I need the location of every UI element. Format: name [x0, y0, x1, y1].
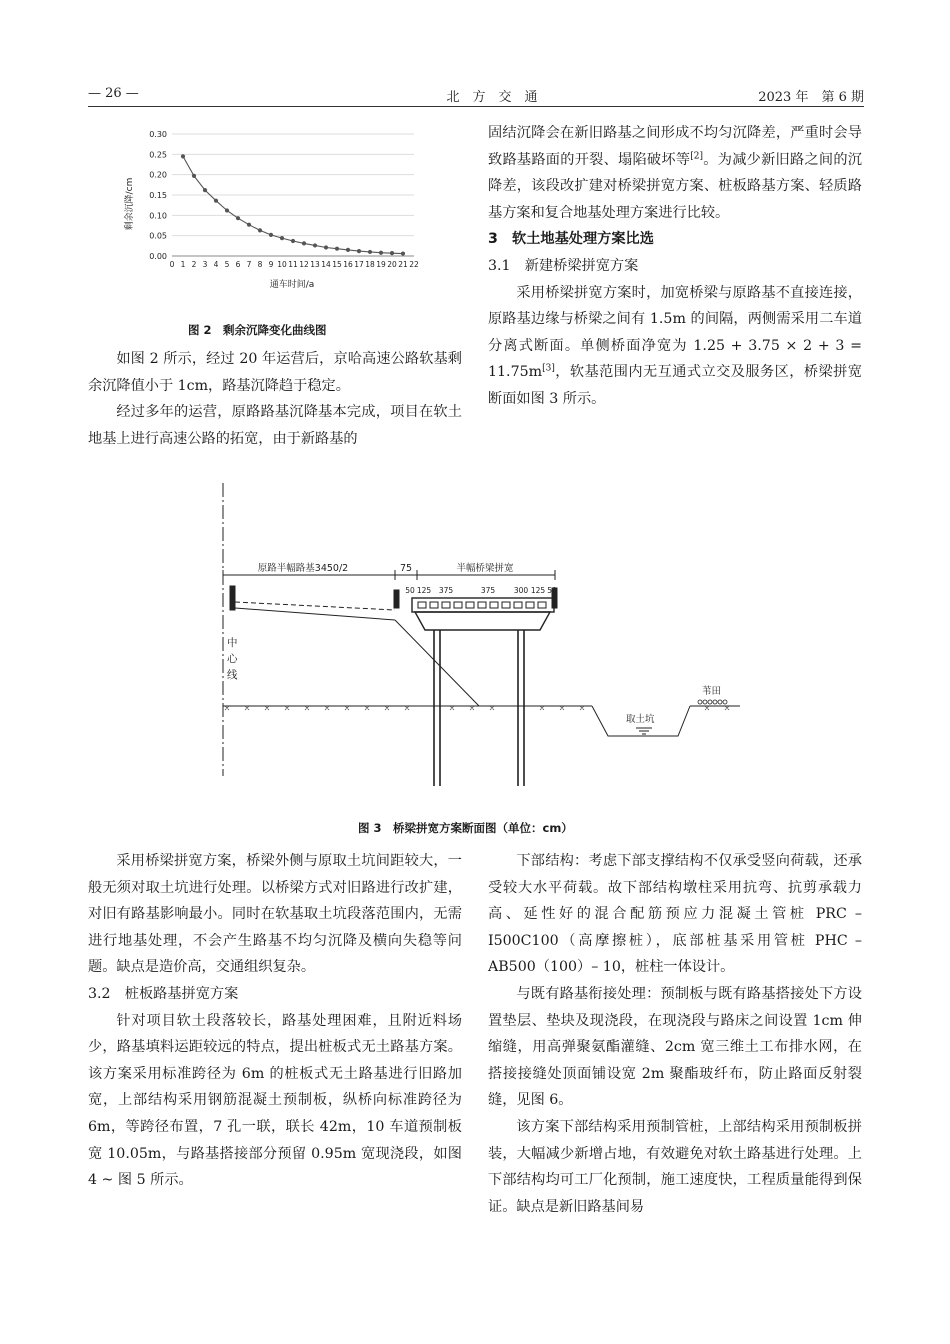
- data-point: [280, 236, 284, 240]
- old-guardrail: [230, 586, 235, 610]
- data-point: [225, 208, 229, 212]
- data-point: [214, 199, 218, 203]
- chart-x-label: 通车时间/a: [269, 280, 315, 290]
- dim-label: 50: [547, 586, 557, 595]
- data-point: [357, 249, 361, 253]
- data-point: [203, 188, 207, 192]
- x-tick-label: 11: [288, 260, 298, 269]
- x-tick-label: 5: [224, 260, 230, 269]
- x-tick-label: 12: [299, 260, 309, 269]
- data-point: [236, 216, 240, 220]
- subsection-heading: 3.2 桩板路基拼宽方案: [88, 985, 239, 1002]
- y-tick-label: 0.30: [149, 130, 167, 139]
- label-reed-field: 苇田: [702, 686, 722, 697]
- x-tick-label: 10: [277, 260, 287, 269]
- citation: [2]: [690, 150, 704, 161]
- paragraph: 该方案下部结构采用预制管桩，上部结构采用预制板拼装，大幅减少新增占地，有效避免对软土路基进行处理。上下部结构均可工厂化预制，施工速度快，工程质量能得到保证。缺点是新旧路基间易: [488, 1118, 862, 1215]
- x-tick-label: 0: [169, 260, 175, 269]
- y-tick-label: 0.20: [149, 170, 167, 180]
- dim-label: 125: [416, 586, 432, 595]
- x-tick-label: 9: [268, 260, 274, 269]
- old-embankment-slope: [395, 620, 479, 706]
- x-tick-label: 22: [409, 260, 419, 269]
- paragraph: 经过多年的运营，原路路基沉降基本完成，项目在软土地基上进行高速公路的拓宽，由于新路基的: [88, 404, 462, 447]
- x-tick-label: 21: [398, 260, 408, 269]
- data-point: [269, 233, 273, 237]
- chart-x-ticks: [170, 260, 419, 269]
- subsection-heading: 3.1 新建桥梁拼宽方案: [488, 257, 639, 274]
- y-tick-label: 0.00: [149, 252, 167, 261]
- dim-label: 50: [405, 586, 415, 595]
- right-column-bottom: [488, 848, 862, 1220]
- label-old-road: 原路半幅路基3450/2: [257, 563, 349, 574]
- bridge-deck: [412, 598, 554, 612]
- data-point: [324, 245, 328, 249]
- cap-beam: [415, 612, 550, 630]
- data-point: [379, 251, 383, 255]
- fig2-caption: 图 2 剩余沉降变化曲线图: [188, 323, 327, 337]
- x-tick-label: 18: [365, 260, 375, 269]
- fig3-caption: 图 3 桥梁拼宽方案断面图（单位：cm）: [358, 821, 573, 835]
- x-tick-label: 20: [387, 260, 397, 269]
- citation: [3]: [542, 363, 555, 374]
- data-point: [368, 250, 372, 254]
- x-tick-label: 14: [321, 260, 331, 269]
- y-tick-label: 0.15: [149, 191, 167, 200]
- deck-voids: [418, 602, 546, 608]
- issue-label: 2023 年 第 6 期: [758, 90, 864, 105]
- journal-name: 北 方 交 通: [446, 90, 538, 105]
- reed-field-symbol: [698, 700, 727, 704]
- x-tick-label: 19: [376, 260, 386, 269]
- left-column-top: [88, 346, 462, 452]
- x-tick-label: 17: [354, 260, 364, 269]
- old-embankment-top: [235, 608, 395, 620]
- dim-label: 300: [513, 586, 529, 595]
- data-point: [181, 154, 185, 158]
- x-tick-label: 4: [213, 260, 219, 269]
- x-tick-label: 2: [191, 260, 197, 269]
- label-char: 线: [227, 669, 238, 681]
- ground-hatching: [225, 706, 729, 710]
- data-point: [192, 174, 196, 178]
- data-point: [313, 243, 317, 247]
- dim-label: 375: [480, 586, 496, 595]
- y-tick-label: 0.10: [149, 211, 167, 221]
- x-tick-label: 15: [332, 260, 342, 269]
- x-tick-label: 1: [180, 260, 186, 269]
- new-guardrail-inner: [394, 590, 399, 608]
- data-point: [291, 239, 295, 243]
- settlement-chart: [112, 124, 432, 299]
- data-point: [390, 251, 394, 255]
- dim-label: 375: [438, 586, 454, 595]
- chart-y-ticks: [149, 130, 167, 261]
- chart-y-label: 剩余沉降/cm: [125, 177, 135, 231]
- data-point: [401, 251, 405, 255]
- y-tick-label: 0.25: [149, 150, 167, 160]
- x-tick-label: 8: [257, 260, 263, 269]
- paragraph: 采用桥梁拼宽方案，桥梁外侧与原取土坑间距较大，一般无须对取土坑进行处理。以桥梁方式对旧路进行改扩建，对旧有路基影响最小。同时在软基取土坑段落范围内，无需进行地基处理，不会产生路基不均匀沉降及横向失稳等问题。缺点是造价高，交通组织复杂。: [88, 853, 462, 976]
- section-heading: 3 软土地基处理方案比选: [488, 231, 654, 248]
- paragraph: 针对项目软土段落较长，路基处理困难，且附近料场少，路基填料运距较远的特点，提出桩板式无土路基方案。该方案采用标准跨径为 6m 的桩板式无土路基进行旧路加宽，上部结构采用钢筋混凝土预制板，纵桥向标准跨径为 6m，等跨径布置，7 孔一联，联长 42m，10 车道预制板宽 10.05m，与路基搭接部分预留 0.95m 宽现浇段，如图 4 ~ 图 5 所示。: [88, 1012, 462, 1189]
- label-gap: 75: [399, 563, 413, 574]
- old-road-surface: [235, 602, 395, 610]
- data-point: [247, 223, 251, 227]
- label-borrow-pit: 取土坑: [626, 714, 655, 725]
- y-tick-label: 0.05: [149, 231, 167, 241]
- data-point: [302, 241, 306, 245]
- x-tick-label: 7: [246, 260, 252, 269]
- paragraph: 与既有路基衔接处理：预制板与既有路基搭接处下方设置垫层、垫块及现浇段，在现浇段与路床之间设置 1cm 伸缩缝，用高弹聚氨酯灌缝、2cm 宽三维土工布排水网，在搭接接缝处顶面铺设宽 2m 聚酯玻纤布，防止路面反射裂缝，见图 6。: [488, 985, 862, 1109]
- paragraph: 如图 2 所示，经过 20 年运营后，京哈高速公路软基剩余沉降值小于 1cm，路基沉降趋于稳定。: [88, 351, 462, 394]
- dim-label: 125: [530, 586, 546, 595]
- deck-dimensions: [405, 586, 557, 595]
- x-tick-label: 13: [310, 260, 320, 269]
- x-tick-label: 16: [343, 260, 353, 269]
- data-point: [335, 247, 339, 251]
- data-point: [346, 248, 350, 252]
- right-column-top: [488, 120, 862, 413]
- label-new-bridge: 半幅桥梁拼宽: [456, 563, 514, 574]
- chart-series: [181, 154, 405, 255]
- paragraph: 固结沉降会在新旧路基之间形成不均匀沉降差，严重时会导致路基路面的开裂、塌陷破坏等[2]。为减少新旧路之间的沉降差，该段改扩建对桥梁拼宽方案、桩板路基方案、轻质路基方案和复合地基处理方案进行比较。: [488, 125, 862, 221]
- centerline-label: [227, 636, 238, 681]
- label-char: 心: [227, 653, 238, 665]
- paragraph: 采用桥梁拼宽方案时，加宽桥梁与原路基不直接连接，原路基边缘与桥梁之间有 1.5m 的间隔，两侧需采用二车道分离式断面。单侧桥面净宽为 1.25 + 3.75 × 2 + 3 = 11.75m[3]，软基范围内无互通式立交及服务区，桥梁拼宽断面如图 3 所示。: [488, 284, 862, 407]
- chart-gridlines: [172, 134, 414, 256]
- x-tick-label: 3: [202, 260, 208, 269]
- bridge-section-diagram: [200, 478, 760, 798]
- label-char: 中: [227, 637, 238, 649]
- left-column-bottom: [88, 848, 462, 1194]
- header-rule: [88, 106, 864, 107]
- page-number: — 26 —: [88, 86, 139, 101]
- x-tick-label: 6: [235, 260, 241, 269]
- data-point: [258, 228, 262, 232]
- paragraph: 下部结构：考虑下部支撑结构不仅承受竖向荷载，还承受较大水平荷载。故下部结构墩柱采用抗弯、抗剪承载力高、延性好的混合配筋预应力混凝土管桩 PRC – I500C100（高摩擦桩），底部桩基采用管桩 PHC – AB500（100）– 10，桩柱一体设计。: [488, 853, 862, 976]
